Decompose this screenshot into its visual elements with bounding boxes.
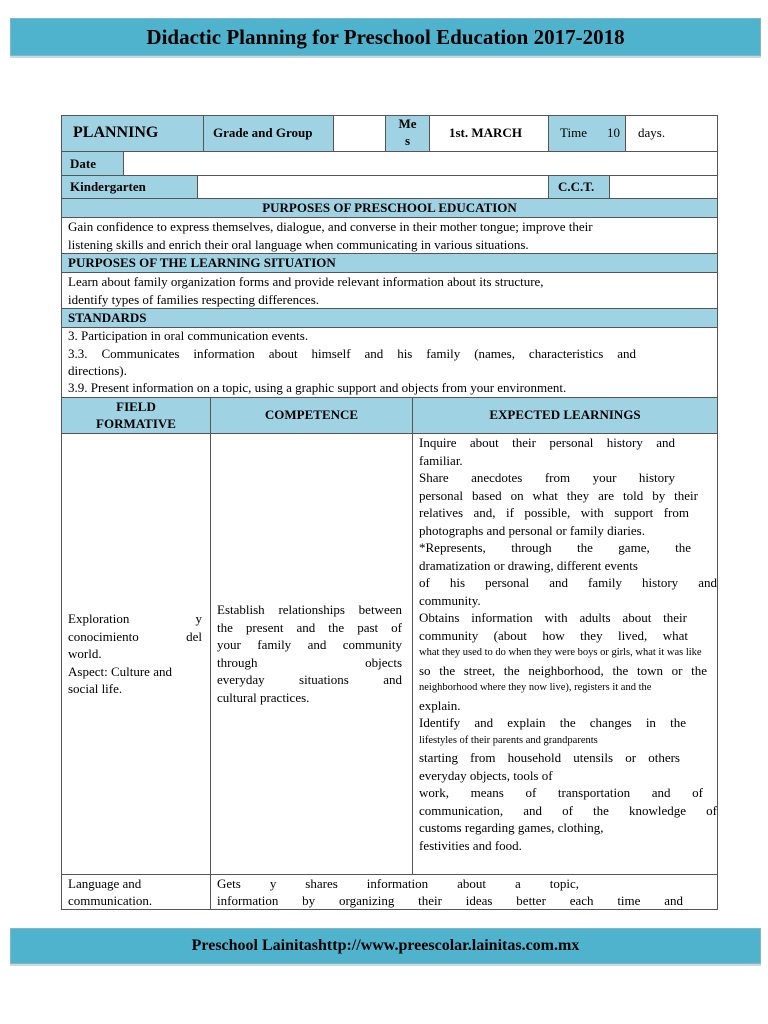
purposes-line-2: listening skills and enrich their oral language when communicating in various situations.	[68, 237, 529, 252]
row1-field-line: conocimiento del	[68, 628, 202, 644]
planning-label: PLANNING	[73, 124, 159, 141]
row1-expected-line: starting from household utensils or others	[419, 750, 680, 765]
row1-expected-line: *Represents, through the game, the	[419, 540, 691, 555]
time-value: 10	[607, 125, 620, 140]
time-label: Time	[560, 125, 587, 140]
row1-expected-line: community.	[419, 592, 481, 608]
standards-header	[61, 308, 718, 328]
footer-link[interactable]: Preschool Lainitashttp://www.preescolar.lainitas.com.mx	[191, 937, 580, 954]
row1-expected-line: festivities and food.	[419, 837, 522, 853]
standards-line-1: 3. Participation in oral communication events.	[68, 328, 309, 343]
row1-competence-line: cultural practices.	[217, 689, 310, 705]
row2-field-line-2: communication.	[68, 893, 153, 908]
grade-group-label: Grade and Group	[213, 125, 313, 140]
month-label-line1: Me	[398, 116, 417, 131]
competence-title: COMPETENCE	[264, 407, 359, 422]
row1-expected-line: explain.	[419, 697, 461, 713]
row1-field-line: Aspect: Culture and	[68, 663, 172, 679]
standards-line-3: directions).	[68, 363, 127, 378]
month-value: 1st. MARCH	[449, 125, 522, 140]
row2-field-line-1: Language and	[68, 876, 142, 891]
row1-expected-line: familiar.	[419, 452, 463, 468]
row1-expected-line: photographs and personal or family diaries.	[419, 522, 645, 538]
row1-expected-line: customs regarding games, clothing,	[419, 820, 604, 835]
row1-expected-line: lifestyles of their parents and grandparents	[419, 734, 598, 746]
row1-competence-line: your family and community	[217, 637, 402, 652]
grade-group-value-cell	[333, 115, 386, 152]
kindergarten-label: Kindergarten	[70, 179, 146, 194]
learning-situation-title: PURPOSES OF THE LEARNING SITUATION	[68, 255, 336, 270]
purposes-title: PURPOSES OF PRESCHOOL EDUCATION	[262, 200, 517, 215]
field-header-line1: FIELD	[116, 399, 156, 414]
row1-competence-line: the present and the past of	[217, 619, 402, 635]
standards-line-2: 3.3. Communicates information about himself and his family (names, characteristics and	[68, 346, 636, 361]
row2-competence-line-1: Gets y shares information about a topic,	[217, 876, 579, 891]
row1-competence-text	[217, 601, 402, 706]
row1-expected-line: Share anecdotes from your history	[419, 470, 675, 485]
row1-expected-line: so the street, the neighborhood, the town or the	[419, 662, 707, 678]
row1-expected-line: neighborhood where they now live), registers it and the	[419, 682, 652, 693]
learning-situation-line-2: identify types of families respecting differences.	[68, 292, 320, 307]
month-label-line2: s	[404, 133, 411, 148]
cct-value-cell	[609, 175, 718, 199]
row1-expected-line: communication, and of the knowledge of	[419, 802, 717, 818]
row1-expected-text	[419, 434, 717, 854]
row1-expected-line: of his personal and family history and	[419, 575, 717, 590]
row1-expected-line: personal based on what they are told by their	[419, 487, 698, 503]
days-label: days.	[638, 125, 666, 140]
row1-field-text	[68, 610, 202, 698]
date-value-cell	[123, 151, 718, 176]
row1-expected-line: what they used to do when they were boys or girls, what it was like	[419, 647, 702, 658]
standards-title: STANDARDS	[68, 310, 147, 325]
row1-expected-line: relatives and, if possible, with support from	[419, 505, 689, 520]
row1-expected-line: Inquire about their personal history and	[419, 435, 675, 450]
date-label: Date	[70, 156, 96, 171]
row2-competence-line-2: information by organizing their ideas better each time and	[217, 893, 683, 908]
row1-expected-line: everyday objects, tools of	[419, 767, 553, 783]
row1-expected-line: Obtains information with adults about their	[419, 610, 687, 625]
row1-field-line: Exploration y	[68, 611, 202, 626]
row1-competence-line: Establish relationships between	[217, 602, 402, 617]
row1-competence-line: everyday situations and	[217, 672, 402, 687]
kindergarten-value-cell	[197, 175, 549, 199]
field-header-line2: FORMATIVE	[96, 416, 176, 431]
row1-expected-line: work, means of transportation and of	[419, 785, 703, 800]
row1-field-line: world.	[68, 646, 102, 661]
row1-expected-line: community (about how they lived, what	[419, 627, 688, 643]
learning-situation-line-1: Learn about family organization forms and provide relevant information about its structure,	[68, 274, 544, 289]
cct-label: C.C.T.	[558, 179, 595, 194]
row1-field-line: social life.	[68, 681, 123, 696]
row1-expected-line: Identify and explain the changes in the	[419, 715, 686, 730]
expected-learnings-title: EXPECTED LEARNINGS	[489, 407, 641, 422]
footer-banner	[10, 928, 761, 964]
standards-line-4: 3.9. Present information on a topic, using a graphic support and objects from your environment.	[68, 380, 567, 395]
document-title: Didactic Planning for Preschool Education 2017-2018	[146, 25, 625, 49]
document-title-banner	[10, 18, 761, 56]
row1-competence-line: through objects	[217, 654, 402, 670]
row1-expected-line: dramatization or drawing, different events	[419, 557, 638, 573]
purposes-line-1: Gain confidence to express themselves, dialogue, and converse in their mother tongue; improve their	[68, 219, 593, 234]
